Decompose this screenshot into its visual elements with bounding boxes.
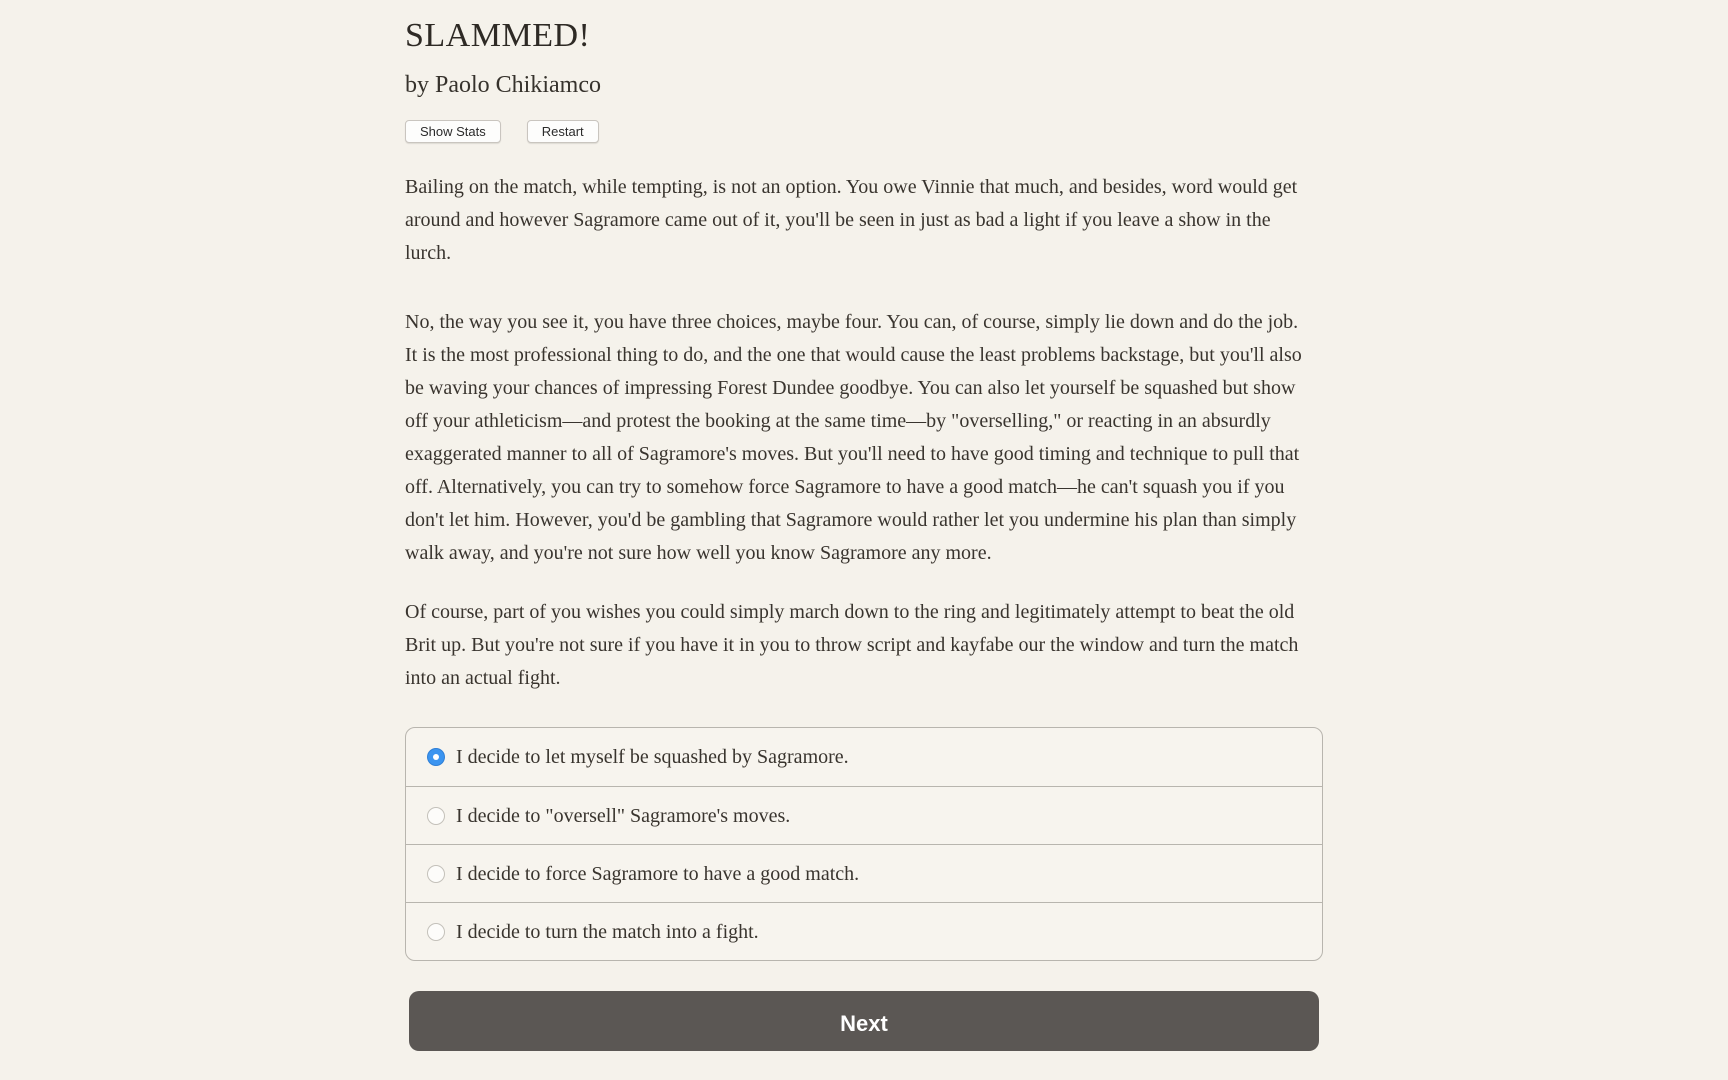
choice-option-label: I decide to force Sagramore to have a good match.	[456, 862, 860, 885]
next-button[interactable]: Next	[409, 991, 1319, 1051]
story-page	[405, 16, 1323, 1051]
story-paragraph: Bailing on the match, while tempting, is not an option. You owe Vinnie that much, and besides, word would get around and however Sagramore came out of it, you'll be seen in just as bad a light if you leave a show in the lurch.	[405, 176, 1298, 264]
choice-option[interactable]	[406, 902, 1322, 960]
show-stats-button[interactable]: Show Stats	[405, 120, 501, 143]
story-text	[405, 171, 1323, 695]
choice-option[interactable]	[406, 844, 1322, 902]
choice-option-label: I decide to let myself be squashed by Sagramore.	[456, 746, 849, 768]
toolbar	[405, 120, 1323, 143]
story-paragraph: Of course, part of you wishes you could simply march down to the ring and legitimately attempt to beat the old Brit up. But you're not sure if you have it in you to throw script and kayfabe our the window and turn the match into an actual fight.	[405, 601, 1299, 689]
radio-button-icon[interactable]	[427, 865, 445, 883]
restart-button[interactable]: Restart	[527, 120, 599, 143]
story-paragraph: No, the way you see it, you have three choices, maybe four. You can, of course, simply lie down and do the job. It is the most professional thing to do, and the one that would cause the least problems backstage, but you'll also be waving your chances of impressing Forest Dundee goodbye. You can also let yourself be squashed but show off your athleticism—and protest the booking at the same time—by "overselling," or reacting in an absurdly exaggerated manner to all of Sagramore's moves. But you'll need to have good timing and technique to pull that off. Alternatively, you can try to somehow force Sagramore to have a good match—he can't squash you if you don't let him. However, you'd be gambling that Sagramore would rather let you undermine his plan than simply walk away, and you're not sure how well you know Sagramore any more.	[405, 311, 1302, 564]
radio-button-icon[interactable]	[427, 748, 445, 766]
choice-option[interactable]	[406, 786, 1322, 844]
choice-option-label: I decide to "oversell" Sagramore's moves.	[456, 804, 791, 827]
choice-option-label: I decide to turn the match into a fight.	[456, 920, 759, 943]
author-byline: by Paolo Chikiamco	[405, 72, 601, 98]
choice-option[interactable]	[406, 728, 1322, 786]
page-title: SLAMMED!	[405, 17, 591, 54]
radio-button-icon[interactable]	[427, 807, 445, 825]
choice-list	[405, 727, 1323, 961]
radio-button-icon[interactable]	[427, 923, 445, 941]
